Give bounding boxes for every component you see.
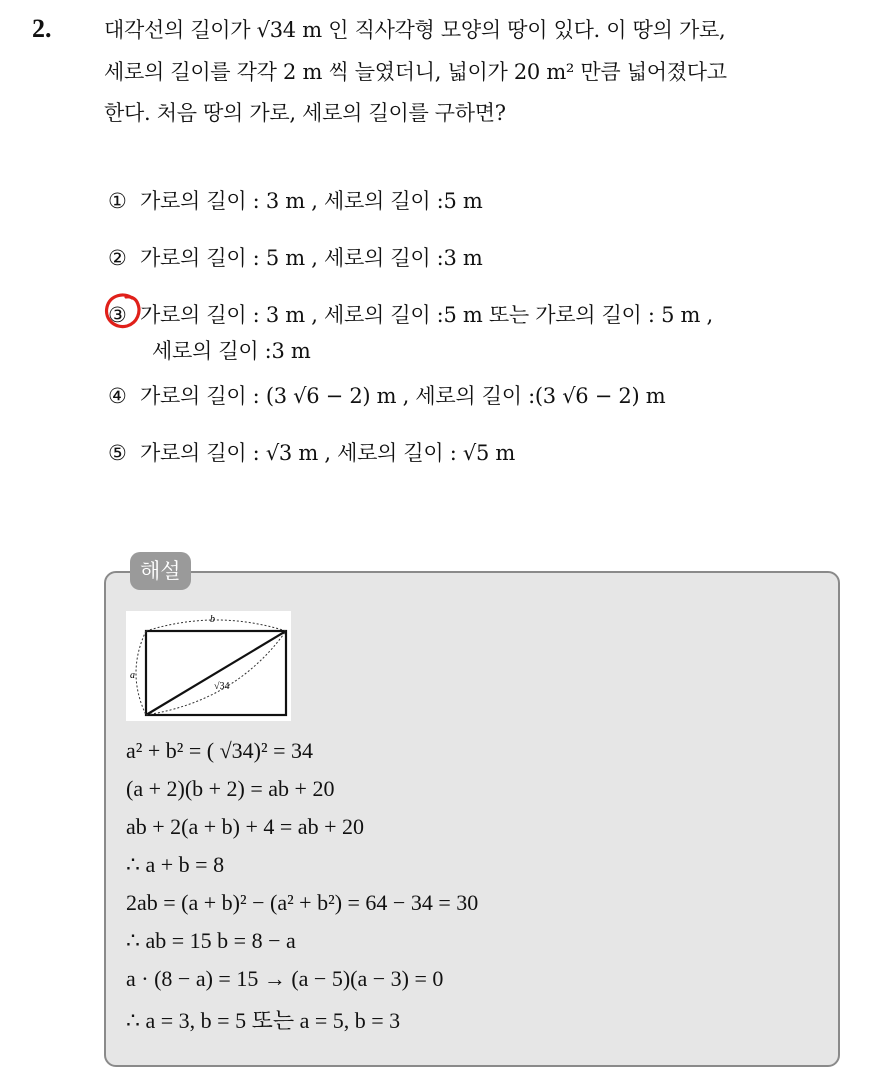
question-text-line-1: 대각선의 길이가 √34 m 인 직사각형 모양의 땅이 있다. 이 땅의 가로, bbox=[104, 18, 726, 42]
figure-label-diagonal: √34 bbox=[214, 681, 230, 692]
solution-line-4: ∴ a + b = 8 bbox=[126, 852, 225, 877]
option-3[interactable] bbox=[108, 299, 713, 363]
solution-line-8: ∴ a = 3, b = 5 또는 a = 5, b = 3 bbox=[126, 1008, 401, 1033]
solution-line-7: a · (8 − a) = 15 → (a − 5)(a − 3) = 0 bbox=[126, 966, 444, 991]
question-number: 2. bbox=[32, 14, 52, 43]
option-4[interactable] bbox=[108, 380, 665, 410]
solution-line-2: (a + 2)(b + 2) = ab + 20 bbox=[126, 776, 335, 801]
rectangle-diagram bbox=[126, 611, 291, 721]
option-5-text: 가로의 길이 : √3 m , 세로의 길이 : √5 m bbox=[140, 441, 516, 465]
figure-label-b: b bbox=[210, 614, 215, 625]
option-2[interactable] bbox=[108, 242, 483, 272]
option-2-mark: ② bbox=[108, 246, 127, 270]
solution-tab: 해설 bbox=[130, 552, 191, 590]
question-text-line-3: 한다. 처음 땅의 가로, 세로의 길이를 구하면? bbox=[104, 101, 506, 125]
option-3-mark: ③ bbox=[108, 303, 127, 327]
solution-line-5: 2ab = (a + b)² − (a² + b²) = 64 − 34 = 30 bbox=[126, 890, 479, 915]
option-4-text: 가로의 길이 : (3 √6 − 2) m , 세로의 길이 :(3 √6 − 2) m bbox=[140, 384, 666, 408]
option-3-continuation: 세로의 길이 :3 m bbox=[152, 339, 311, 363]
option-2-text: 가로의 길이 : 5 m , 세로의 길이 :3 m bbox=[140, 246, 483, 270]
option-4-mark: ④ bbox=[108, 384, 127, 408]
option-3-text: 가로의 길이 : 3 m , 세로의 길이 :5 m 또는 가로의 길이 : 5 m , bbox=[140, 303, 713, 327]
answer-circle-mark bbox=[102, 290, 144, 332]
solution-line-1: a² + b² = ( √34)² = 34 bbox=[126, 738, 313, 763]
solution-line-6: ∴ ab = 15 b = 8 − a bbox=[126, 928, 296, 953]
option-1[interactable] bbox=[108, 185, 483, 215]
option-5-mark: ⑤ bbox=[108, 441, 127, 465]
option-1-text: 가로의 길이 : 3 m , 세로의 길이 :5 m bbox=[140, 189, 483, 213]
solution-line-3: ab + 2(a + b) + 4 = ab + 20 bbox=[126, 814, 364, 839]
question-text-line-2: 세로의 길이를 각각 2 m 씩 늘였더니, 넓이가 20 m² 만큼 넓어졌다고 bbox=[104, 60, 727, 84]
figure-label-a: a bbox=[130, 670, 135, 681]
option-1-mark: ① bbox=[108, 189, 127, 213]
option-5[interactable] bbox=[108, 437, 515, 467]
